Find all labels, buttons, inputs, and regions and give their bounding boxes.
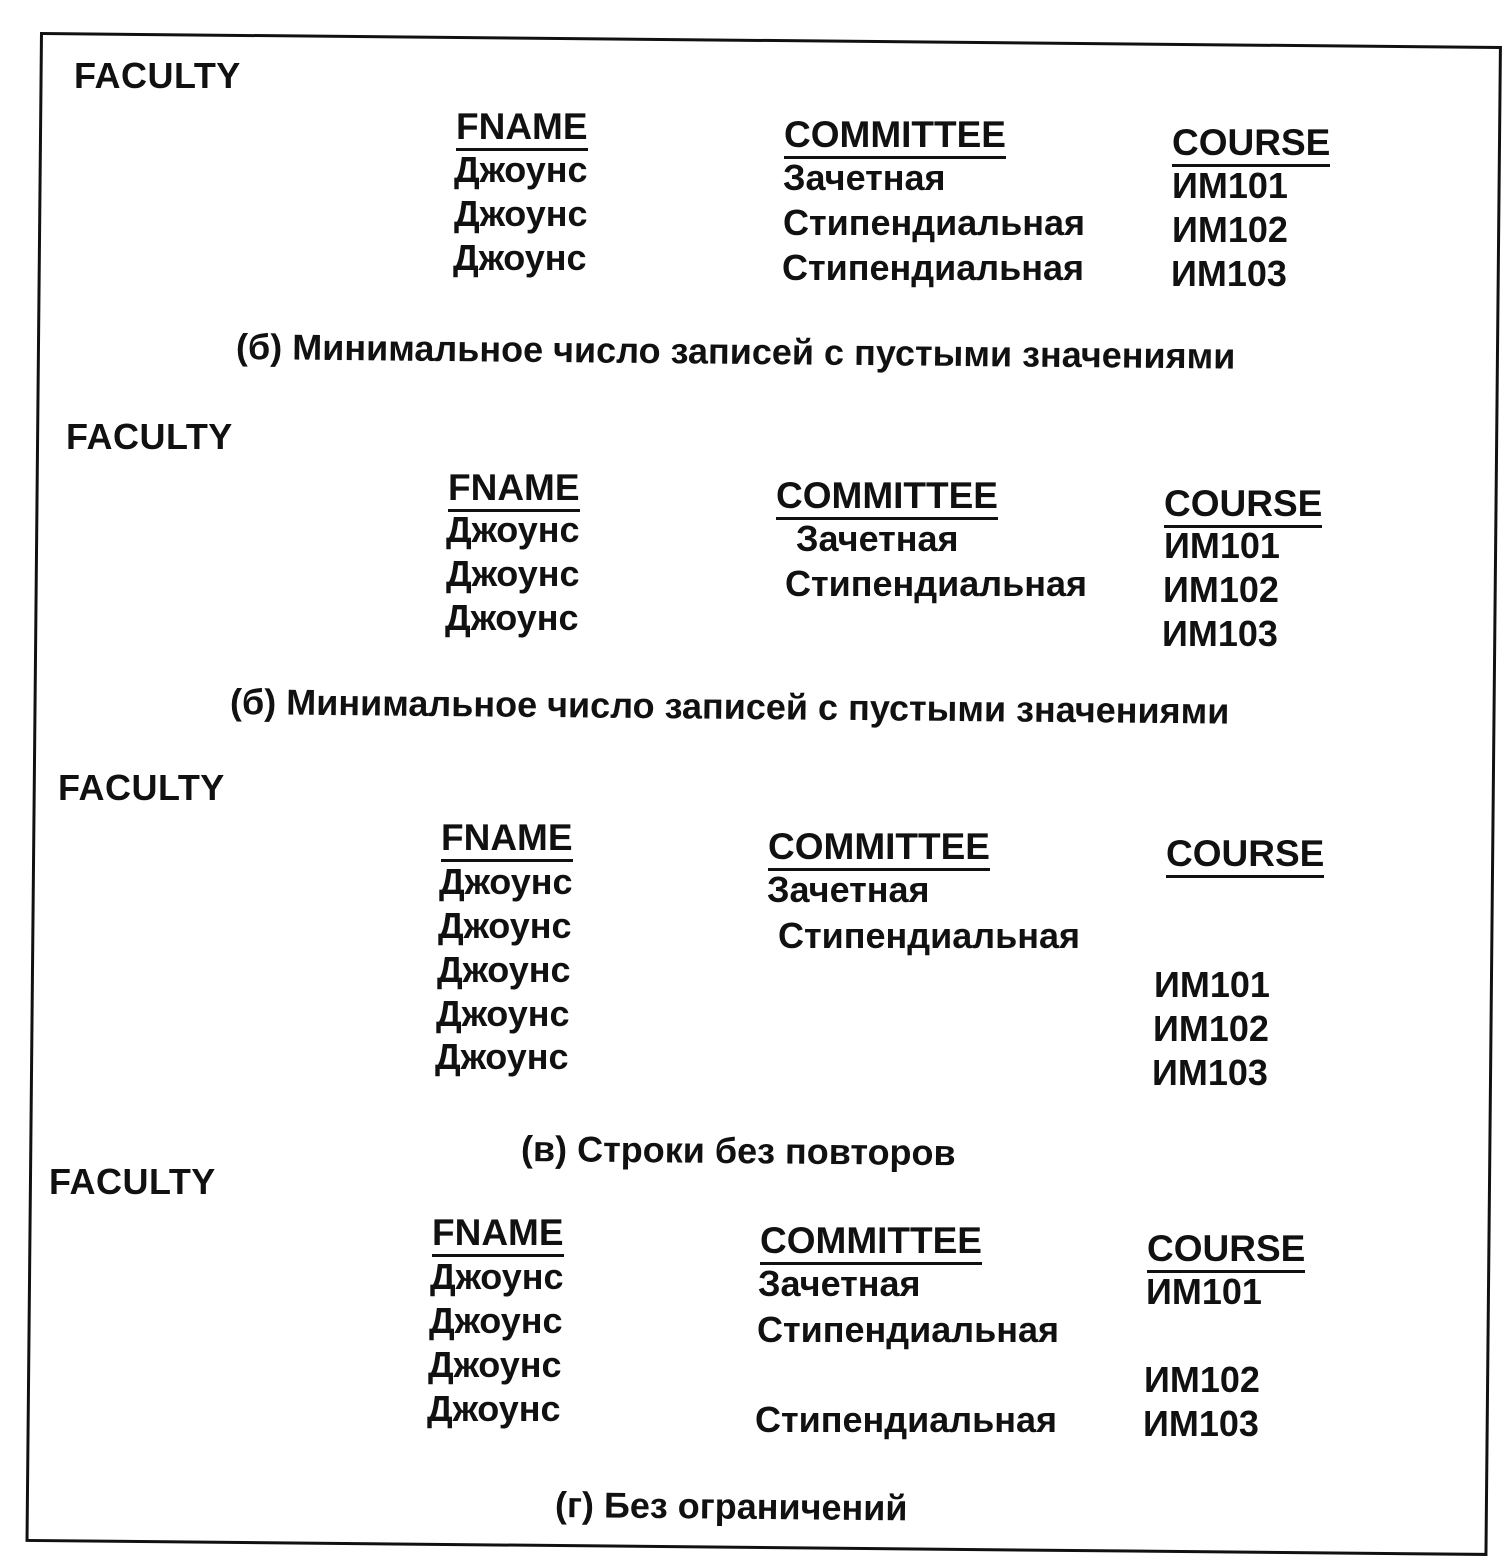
committee-cell: Стипендиальная [783, 202, 1086, 243]
fname-cell: Джоунс [428, 1344, 562, 1385]
course-cell: ИМ102 [1172, 209, 1288, 250]
fname-cell: Джоунс [430, 1256, 564, 1297]
course-cell: ИМ103 [1152, 1052, 1268, 1093]
header-committee: COMMITTEE [784, 116, 1006, 159]
relation-name: FACULTY [49, 1161, 216, 1202]
header-course: COURSE [1172, 124, 1330, 167]
committee-cell: Зачетная [796, 518, 959, 559]
fname-cell: Джоунс [446, 509, 580, 550]
course-cell: ИМ103 [1162, 613, 1278, 654]
course-cell: ИМ101 [1164, 525, 1280, 566]
header-course: COURSE [1147, 1230, 1305, 1273]
caption: (б) Минимальное число записей с пустыми значениями [235, 326, 1236, 377]
fname-cell: Джоунс [437, 949, 571, 990]
committee-cell: Стипендиальная [785, 563, 1088, 604]
fname-cell: Джоунс [438, 905, 572, 946]
course-cell: ИМ103 [1171, 253, 1287, 294]
committee-cell: Стипендиальная [778, 915, 1081, 956]
course-cell: ИМ103 [1143, 1403, 1259, 1444]
fname-cell: Джоунс [453, 237, 587, 278]
header-committee: COMMITTEE [760, 1222, 982, 1265]
committee-cell: Стипендиальная [757, 1309, 1060, 1350]
fname-cell: Джоунс [445, 597, 579, 638]
header-course: COURSE [1166, 835, 1324, 878]
committee-cell: Зачетная [783, 157, 946, 198]
header-fname: FNAME [432, 1214, 564, 1257]
fname-cell: Джоунс [454, 193, 588, 234]
fname-cell: Джоунс [429, 1300, 563, 1341]
course-cell: ИМ102 [1163, 569, 1279, 610]
course-cell: ИМ101 [1172, 165, 1288, 206]
committee-cell: Стипендиальная [755, 1399, 1058, 1440]
committee-cell: Зачетная [758, 1263, 921, 1304]
course-cell: ИМ101 [1154, 964, 1270, 1005]
course-cell: ИМ102 [1144, 1359, 1260, 1400]
fname-cell: Джоунс [435, 1036, 569, 1077]
fname-cell: Джоунс [454, 149, 588, 190]
relation-name: FACULTY [66, 416, 233, 457]
header-fname: FNAME [448, 469, 580, 512]
header-fname: FNAME [456, 108, 588, 151]
caption: (б) Минимальное число записей с пустыми значениями [229, 681, 1230, 732]
header-course: COURSE [1164, 485, 1322, 528]
course-cell: ИМ102 [1153, 1008, 1269, 1049]
header-committee: COMMITTEE [768, 828, 990, 871]
header-fname: FNAME [441, 819, 573, 862]
course-cell: ИМ101 [1146, 1271, 1262, 1312]
fname-cell: Джоунс [436, 993, 570, 1034]
caption: (в) Строки без повторов [520, 1128, 956, 1174]
committee-cell: Зачетная [767, 869, 930, 910]
fname-cell: Джоунс [427, 1388, 561, 1429]
header-committee: COMMITTEE [776, 477, 998, 520]
relation-name: FACULTY [58, 767, 225, 808]
fname-cell: Джоунс [446, 553, 580, 594]
relation-name: FACULTY [74, 55, 241, 96]
caption: (г) Без ограничений [554, 1484, 908, 1529]
fname-cell: Джоунс [439, 861, 573, 902]
committee-cell: Стипендиальная [782, 247, 1085, 288]
